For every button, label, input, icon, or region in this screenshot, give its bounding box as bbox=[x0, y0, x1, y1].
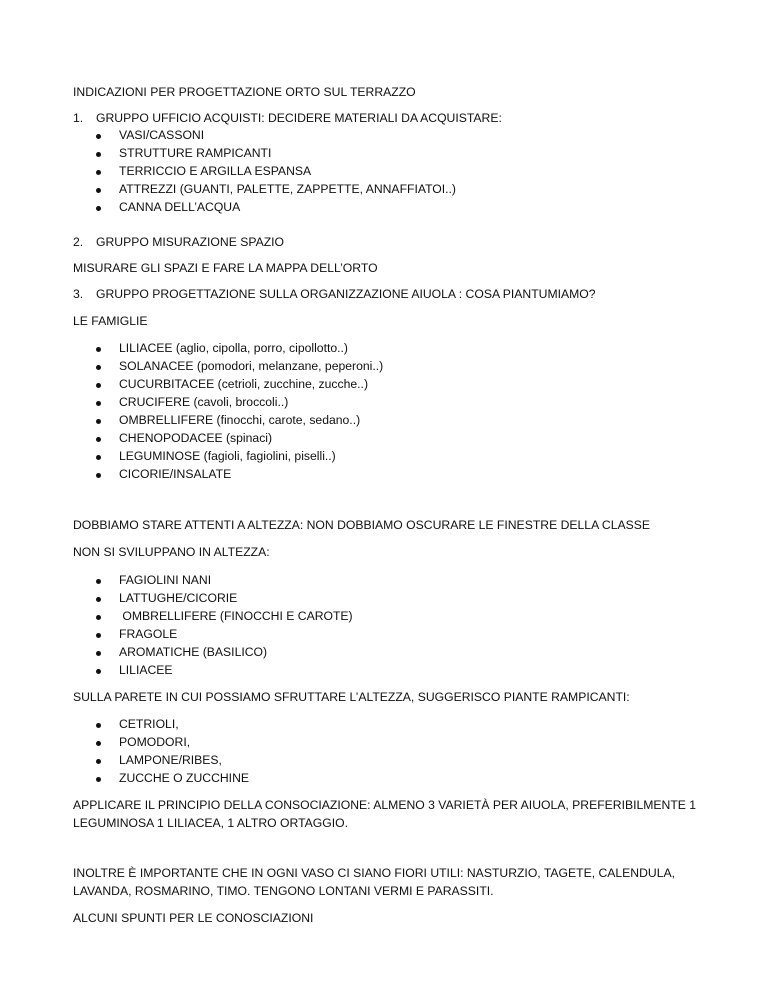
low-plant-item: OMBRELLIFERE (FINOCCHI E CAROTE) bbox=[119, 609, 353, 623]
section-1-number: 1. bbox=[73, 111, 84, 125]
bullet-icon bbox=[96, 188, 101, 193]
flowers-line-2: LAVANDA, ROSMARINO, TIMO. TENGONO LONTANI VERMI E PARASSITI. bbox=[73, 884, 494, 898]
bullet-icon bbox=[96, 597, 101, 602]
bullet-icon bbox=[96, 437, 101, 442]
section-1-heading: GRUPPO UFFICIO ACQUISTI: DECIDERE MATERIALI DA ACQUISTARE: bbox=[96, 111, 502, 125]
bullet-icon bbox=[96, 383, 101, 388]
climbing-plant-item: CETRIOLI, bbox=[119, 717, 179, 731]
section-3-heading: GRUPPO PROGETTAZIONE SULLA ORGANIZZAZIONE AIUOLA : COSA PIANTUMIAMO? bbox=[96, 287, 596, 301]
family-item: LEGUMINOSE (fagioli, fagiolini, piselli..) bbox=[119, 449, 336, 463]
bullet-icon bbox=[96, 347, 101, 352]
consociation-line-2: LEGUMINOSA 1 LILIACEA, 1 ALTRO ORTAGGIO. bbox=[73, 816, 348, 830]
bullet-icon bbox=[96, 365, 101, 370]
bullet-icon bbox=[96, 152, 101, 157]
purchase-item: TERRICCIO E ARGILLA ESPANSA bbox=[119, 164, 312, 178]
climbing-plant-item: POMODORI, bbox=[119, 735, 191, 749]
low-plant-item: FAGIOLINI NANI bbox=[119, 573, 212, 587]
low-plant-item: LATTUGHE/CICORIE bbox=[119, 591, 238, 605]
bullet-icon bbox=[96, 134, 101, 139]
families-label: LE FAMIGLIE bbox=[73, 314, 148, 328]
section-2-text: MISURARE GLI SPAZI E FARE LA MAPPA DELL’ORTO bbox=[73, 261, 378, 275]
bullet-icon bbox=[96, 741, 101, 746]
bullet-icon bbox=[96, 206, 101, 211]
bullet-icon bbox=[96, 455, 101, 460]
bullet-icon bbox=[96, 401, 101, 406]
bullet-icon bbox=[96, 633, 101, 638]
family-item: CRUCIFERE (cavoli, broccoli..) bbox=[119, 395, 289, 409]
document-title: INDICAZIONI PER PROGETTAZIONE ORTO SUL TERRAZZO bbox=[73, 85, 416, 99]
low-plants-label: NON SI SVILUPPANO IN ALTEZZA: bbox=[73, 545, 270, 559]
bullet-icon bbox=[96, 615, 101, 620]
consociation-ideas-heading: ALCUNI SPUNTI PER LE CONOSCIAZIONI bbox=[73, 911, 314, 925]
bullet-icon bbox=[96, 579, 101, 584]
flowers-line-1: INOLTRE È IMPORTANTE CHE IN OGNI VASO CI SIANO FIORI UTILI: NASTURZIO, TAGETE, CALENDULA, bbox=[73, 866, 676, 880]
consociation-line-1: APPLICARE IL PRINCIPIO DELLA CONSOCIAZIONE: ALMENO 3 VARIETÀ PER AIUOLA, PREFERIBILMENTE 1 bbox=[73, 798, 697, 812]
section-2-heading: GRUPPO MISURAZIONE SPAZIO bbox=[96, 235, 285, 249]
bullet-icon bbox=[96, 651, 101, 656]
family-item: CICORIE/INSALATE bbox=[119, 467, 232, 481]
purchase-item: VASI/CASSONI bbox=[119, 128, 205, 142]
purchase-item: CANNA DELL’ACQUA bbox=[119, 200, 241, 214]
bullet-icon bbox=[96, 759, 101, 764]
bullet-icon bbox=[96, 473, 101, 478]
bullet-icon bbox=[96, 777, 101, 782]
family-item: CUCURBITACEE (cetrioli, zucchine, zucche..) bbox=[119, 377, 369, 391]
family-item: SOLANACEE (pomodori, melanzane, peperoni..) bbox=[119, 359, 384, 373]
family-item: OMBRELLIFERE (finocchi, carote, sedano..) bbox=[119, 413, 361, 427]
bullet-icon bbox=[96, 723, 101, 728]
family-item: LILIACEE (aglio, cipolla, porro, cipollotto..) bbox=[119, 341, 348, 355]
bullet-icon bbox=[96, 419, 101, 424]
climbing-plant-item: ZUCCHE O ZUCCHINE bbox=[119, 771, 249, 785]
low-plant-item: FRAGOLE bbox=[119, 627, 178, 641]
section-2-number: 2. bbox=[73, 235, 84, 249]
bullet-icon bbox=[96, 669, 101, 674]
height-warning: DOBBIAMO STARE ATTENTI A ALTEZZA: NON DOBBIAMO OSCURARE LE FINESTRE DELLA CLASSE bbox=[73, 518, 651, 532]
climbing-plants-label: SULLA PARETE IN CUI POSSIAMO SFRUTTARE L’ALTEZZA, SUGGERISCO PIANTE RAMPICANTI: bbox=[73, 690, 630, 704]
purchase-item: STRUTTURE RAMPICANTI bbox=[119, 146, 272, 160]
low-plant-item: AROMATICHE (BASILICO) bbox=[119, 645, 268, 659]
section-3-number: 3. bbox=[73, 287, 84, 301]
purchase-item: ATTREZZI (GUANTI, PALETTE, ZAPPETTE, ANNAFFIATOI..) bbox=[119, 182, 456, 196]
low-plant-item: LILIACEE bbox=[119, 663, 173, 677]
climbing-plant-item: LAMPONE/RIBES, bbox=[119, 753, 222, 767]
family-item: CHENOPODACEE (spinaci) bbox=[119, 431, 273, 445]
bullet-icon bbox=[96, 170, 101, 175]
